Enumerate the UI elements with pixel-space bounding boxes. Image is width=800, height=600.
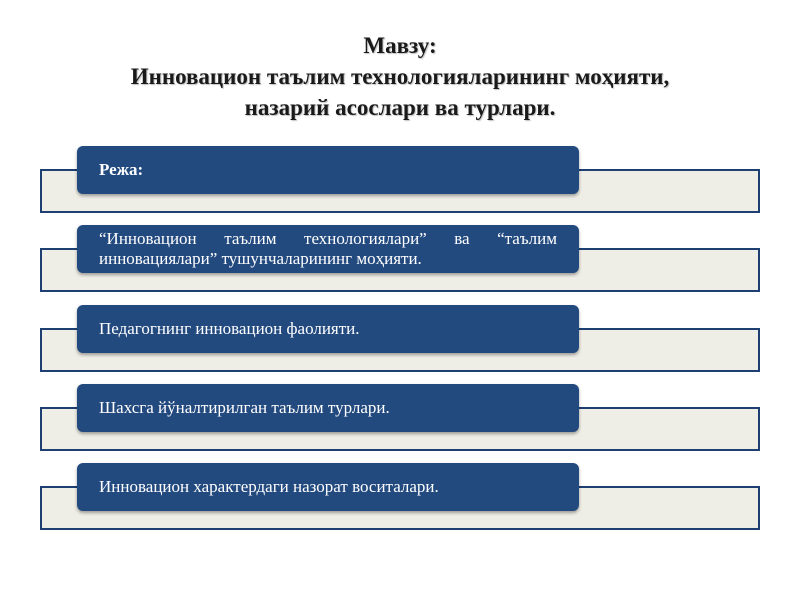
plan-item-row-4 bbox=[0, 463, 800, 533]
plan-heading-label: Режа: bbox=[99, 160, 144, 179]
plan-item-row-1 bbox=[0, 225, 800, 295]
plan-item-label: “Инновацион таълим технологиялари” ва “таълим инновациялари” тушунчаларининг моҳияти. bbox=[99, 229, 557, 268]
plan-item-4 bbox=[77, 463, 579, 511]
plan-item-row-2 bbox=[0, 305, 800, 375]
plan-item-1 bbox=[77, 225, 579, 273]
plan-item-label: Шахсга йўналтирилган таълим турлари. bbox=[99, 398, 390, 417]
title-line-3: назарий асослари ва турлари. bbox=[244, 95, 556, 120]
title-line-2: Инновацион таълим технологияларининг моҳияти, bbox=[130, 64, 670, 89]
slide-title bbox=[0, 30, 800, 123]
title-line-1: Мавзу: bbox=[363, 33, 437, 58]
plan-heading-row bbox=[0, 146, 800, 216]
plan-item-label: Педагогнинг инновацион фаолияти. bbox=[99, 319, 360, 338]
plan-item-2 bbox=[77, 305, 579, 353]
plan-item-label: Инновацион характердаги назорат воситалари. bbox=[99, 477, 439, 496]
plan-heading bbox=[77, 146, 579, 194]
plan-item-row-3 bbox=[0, 384, 800, 454]
plan-item-3 bbox=[77, 384, 579, 432]
